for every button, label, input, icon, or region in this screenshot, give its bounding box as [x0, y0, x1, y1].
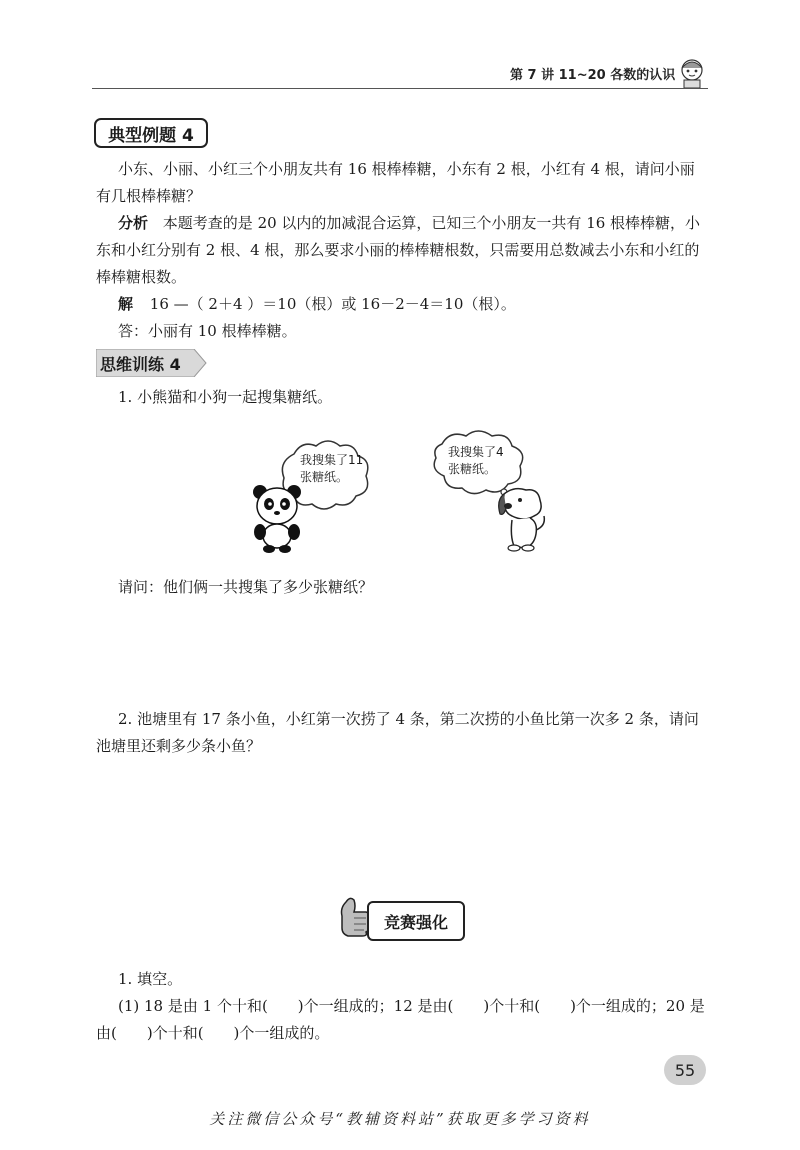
- competition-question-1: 1. 填空。: [118, 970, 183, 988]
- solution-label: 解: [118, 295, 134, 313]
- example-answer: 答：小丽有 10 根棒棒糖。: [118, 322, 297, 340]
- panda-bubble-text: [300, 452, 370, 486]
- training-question-2: 2. 池塘里有 17 条小鱼，小红第一次捞了 4 条，第二次捞的小鱼比第一次多 2 条，请问池塘里还剩多少条小鱼？: [96, 710, 699, 755]
- footer-watermark: 关注微信公众号“教辅资料站”获取更多学习资料: [209, 1110, 591, 1128]
- analysis-label: 分析: [118, 214, 149, 232]
- dog-bubble-line-1: 我搜集了4: [448, 445, 504, 459]
- competition-question-1-sub-1: (1) 18 是由 1 个十和( )个一组成的；12 是由( )个十和( )个一组成的；20 是由( )个十和( )个一组成的。: [96, 997, 705, 1042]
- girl-mascot-icon: [676, 56, 708, 90]
- example-analysis: [96, 210, 708, 291]
- dog-bubble-line-2: 张糖纸。: [448, 462, 497, 476]
- training-heading: 思维训练 4: [100, 354, 181, 374]
- solution-text: 16 —（ 2＋4 ）＝10（根）或 16－2－4＝10（根）。: [149, 295, 516, 313]
- page-number: 55: [664, 1055, 706, 1085]
- panda-icon: [248, 482, 308, 554]
- example-question: 小东、小丽、小红三个小朋友共有 16 根棒棒糖，小东有 2 根，小红有 4 根，请问小丽有几根棒棒糖？: [96, 160, 695, 205]
- dog-icon: [494, 486, 550, 552]
- example-solution: [118, 291, 516, 318]
- panda-bubble-line-1: 我搜集了11: [300, 453, 364, 467]
- example-heading: 典型例题 4: [94, 118, 208, 148]
- chapter-title: 第 7 讲 11~20 各数的认识: [510, 68, 676, 83]
- header-rule: [92, 88, 708, 89]
- training-question-1: 1. 小熊猫和小狗一起搜集糖纸。: [118, 388, 333, 406]
- panda-bubble-line-2: 张糖纸。: [300, 470, 349, 484]
- dog-bubble-text: [448, 444, 512, 478]
- analysis-text: 本题考查的是 20 以内的加减混合运算，已知三个小朋友一共有 16 根棒棒糖，小东和小红分别有 2 根、4 根，那么要求小丽的棒棒糖根数，只需要用总数减去小东和小红的棒棒糖根数。: [96, 214, 701, 286]
- training-question-1-ask: 请问：他们俩一共搜集了多少张糖纸？: [118, 578, 374, 596]
- competition-heading: 竞赛强化: [367, 901, 465, 941]
